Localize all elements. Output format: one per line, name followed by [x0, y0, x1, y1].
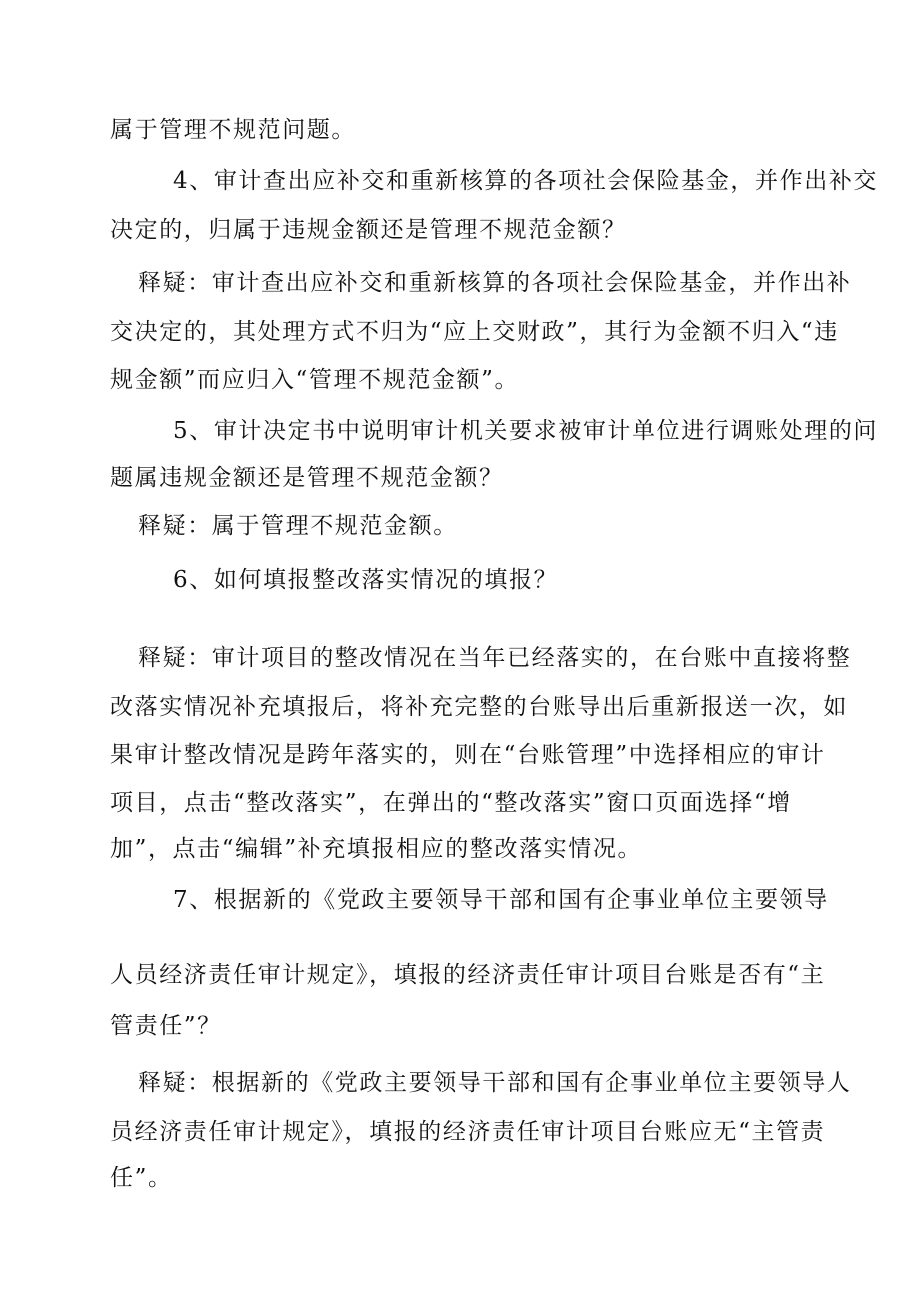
answer-6-line-2: 改落实情况补充填报后，将补充完整的台账导出后重新报送一次，如: [110, 694, 848, 720]
answer-5-line-1: 释疑：属于管理不规范金额。: [138, 513, 458, 539]
answer-6-line-3: 果审计整改情况是跨年落实的，则在“台账管理”中选择相应的审计: [110, 742, 826, 768]
answer-7-line-1: 释疑：根据新的《党政主要领导干部和国有企事业单位主要领导人: [138, 1070, 852, 1096]
answer-7-line-3: 任”。: [110, 1165, 173, 1191]
answer-4-line-3: 规金额”而应归入“管理不规范金额”。: [110, 367, 520, 393]
text-line: 属于管理不规范问题。: [110, 117, 356, 143]
answer-6-line-4: 项目，点击“整改落实”，在弹出的“整改落实”窗口页面选择“增: [110, 790, 792, 816]
answer-4-line-1: 释疑：审计查出应补交和重新核算的各项社会保险基金，并作出补: [138, 270, 852, 296]
answer-6-line-1: 释疑：审计项目的整改情况在当年已经落实的，在台账中直接将整: [138, 645, 852, 671]
question-7-line-1: 7、根据新的《党政主要领导干部和国有企事业单位主要领导: [173, 887, 829, 913]
question-4-line-2: 决定的，归属于违规金额还是管理不规范金额？: [110, 217, 627, 243]
question-5-line-1: 5、审计决定书中说明审计机关要求被审计单位进行调账处理的问: [173, 418, 879, 444]
question-7-line-2: 人员经济责任审计规定》，填报的经济责任审计项目台账是否有“主: [110, 962, 826, 988]
question-4-line-1: 4、审计查出应补交和重新核算的各项社会保险基金，并作出补交: [173, 168, 879, 194]
answer-4-line-2: 交决定的，其处理方式不归为“应上交财政”，其行为金额不归入“违: [110, 319, 839, 345]
answer-7-line-2: 员经济责任审计规定》，填报的经济责任审计项目台账应无“主管责: [110, 1119, 826, 1145]
answer-6-line-5: 加”，点击“编辑”补充填报相应的整改落实情况。: [110, 836, 643, 862]
question-7-line-3: 管责任”？: [110, 1013, 222, 1039]
question-6-line-1: 6、如何填报整改落实情况的填报？: [173, 567, 559, 593]
question-5-line-2: 题属违规金额还是管理不规范金额？: [110, 465, 504, 491]
